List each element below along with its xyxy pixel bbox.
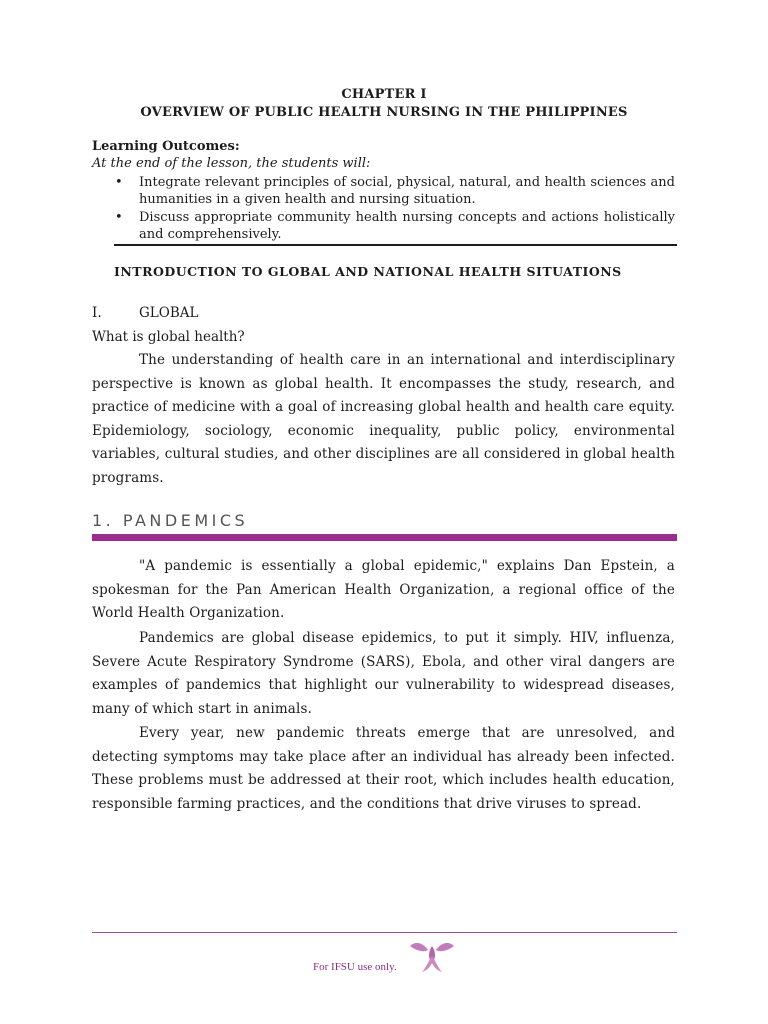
section-title (92, 305, 198, 321)
paragraph (92, 722, 675, 816)
flower-logo-icon (408, 940, 456, 974)
chapter-title: OVERVIEW OF PUBLIC HEALTH NURSING IN THE PHILIPPINES (140, 105, 628, 120)
footer-note: For IFSU use only. (313, 961, 397, 973)
section-question: What is global health? (92, 329, 245, 345)
heading-underline (92, 534, 677, 541)
section-heading: INTRODUCTION TO GLOBAL AND NATIONAL HEALTH SITUATIONS (114, 264, 622, 279)
list-item (115, 209, 675, 243)
outcome-text: Discuss appropriate community health nursing concepts and actions holistically and comprehensively. (139, 210, 675, 242)
section-label: GLOBAL (139, 305, 199, 321)
paragraph-text: Pandemics are global disease epidemics, to put it simply. HIV, influenza, Severe Acute Respiratory Syndrome (SARS), Ebola, and other viral dangers are examples of pandemics that highlight our vulnerability to widespread diseases, many of which start in animals. (92, 630, 675, 717)
paragraph (92, 555, 675, 626)
outcome-text: Integrate relevant principles of social, physical, natural, and health sciences and humanities in a given health and nursing situation. (139, 175, 675, 207)
paragraph-text: Every year, new pandemic threats emerge that are unresolved, and detecting symptoms may take place after an individual has already been infected. These problems must be addressed at their root, which includes health education, responsible farming practices, and the conditions that drive viruses to spread. (92, 725, 675, 812)
paragraph (92, 349, 675, 491)
divider (114, 244, 677, 246)
paragraph-text: "A pandemic is essentially a global epidemic," explains Dan Epstein, a spokesman for the Pan American Health Organization, a regional office of the World Health Organization. (92, 558, 675, 622)
section-number: I. (92, 305, 102, 321)
paragraph-text: The understanding of health care in an international and interdisciplinary perspective is known as global health. It encompasses the study, research, and practice of medicine with a goal of increasing global health and health care equity. Epidemiology, sociology, economic inequality, public policy, environmental variables, cultural studies, and other disciplines are all considered in global health programs. (92, 352, 675, 486)
learning-outcomes-list (115, 174, 675, 244)
paragraph (92, 627, 675, 721)
footer-divider (92, 932, 677, 933)
learning-outcomes-intro: At the end of the lesson, the students will: (92, 156, 371, 171)
chapter-label: CHAPTER I (341, 87, 427, 102)
learning-outcomes-heading: Learning Outcomes: (92, 139, 240, 154)
bullet-icon: • (115, 210, 123, 225)
list-item (115, 174, 675, 208)
bullet-icon: • (115, 175, 123, 190)
pandemics-heading: 1. PANDEMICS (92, 511, 249, 530)
